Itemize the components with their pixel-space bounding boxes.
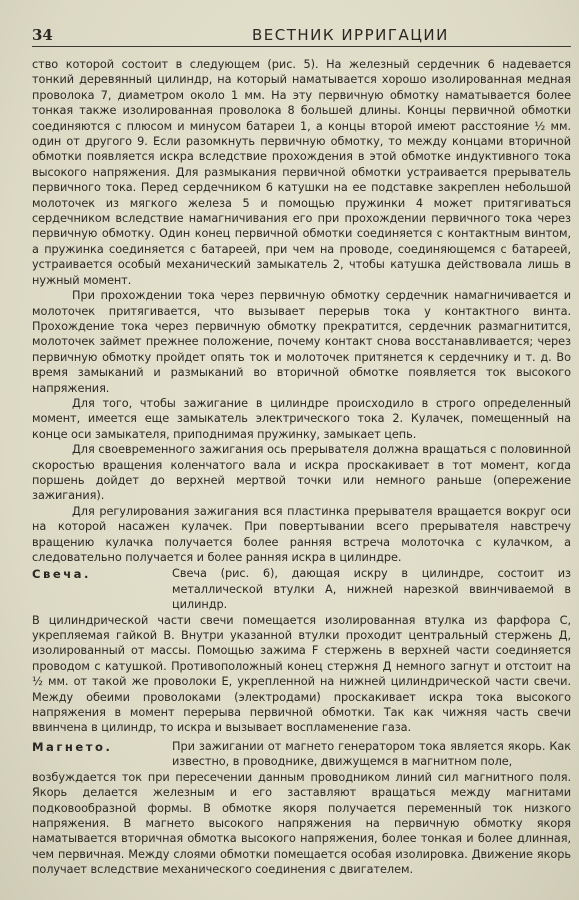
article-body <box>32 57 571 878</box>
journal-title: ВЕСТНИК ИРРИГАЦИИ <box>252 26 449 44</box>
paragraph: Для своевременного зажигания ось прерывателя должна вращаться с половинной скоростью вращения коленчатого вала и искра проскакивает в тот момент, когда поршень дойдет до верхней мертвой точки или немного раньше (опережение зажигания). <box>32 443 571 503</box>
page-header <box>32 26 571 47</box>
page-number: 34 <box>32 26 53 44</box>
section-heading: Свеча. <box>32 567 91 582</box>
section-magneto <box>32 739 571 770</box>
paragraph: Для того, чтобы зажигание в цилиндре происходило в строго определенный момент, имеется еще замыкатель электрического тока 2. Кулачек, помещенный на конце оси замыкателя, приподнимая пружинку, замыкает цепь. <box>32 396 571 441</box>
section-text: возбуждается ток при пересечении данным проводником линий сил магнитного поля. Якорь делается железным и его заставляют вращаться между магнитами подковообразной формы. В обмотке якоря получается переменный ток низкого напряжения. В магнето высокого напряжения на первичную обмотку якоря наматывается вторичная обмотка высокого напряжения, более тонкая и более длинная, чем первичная. Между слоями обмотки помещается особая изолировка. Движение якорь получает вследствие механического соединения с двигателем. <box>32 770 571 877</box>
paragraph: Для регулирования зажигания вся пластинка прерывателя вращается вокруг оси на которой насажен кулачек. При повертывании всего прерывателя навстречу вращению кулачка получается более ранняя встреча молоточка с кулачком, а следовательно получается и более ранняя искра в цилиндре. <box>32 504 571 564</box>
paragraph: При прохождении тока через первичную обмотку сердечник намагничивается и молоточек притягивается, что вызывает перерыв тока у контактного винта. Прохождение тока через первичную обмотку прекратится, сердечник размагнитится, молоточек займет прежнее положение, почему контакт снова восстанавливается; через первичную обмотку пройдет опять ток и молоточек притянется к сердечнику и т. д. Во время замыканий и размыканий во вторичной обмотке появляется ток высокого напряжения. <box>32 289 571 395</box>
section-lead-text: При зажигании от магнето генератором тока является якорь. Как известно, в проводнике, движущемся в магнитном поле, <box>172 739 571 769</box>
section-lead-text: Свеча (рис. 6), дающая искру в цилиндре, состоит из металлической втулки А, нижней нарезкой ввинчиваемой в цилиндр. <box>172 567 571 612</box>
section-spark-plug <box>32 566 571 612</box>
section-heading: Магнето. <box>32 739 113 754</box>
section-text: В цилиндрической части свечи помещается изолированная втулка из фарфора С, укрепляемая гайкой В. Внутри указанной втулки проходит центральный стержень Д, изолированный от массы. Помощью зажима F стержень в верхней части соединяется проводом с катушкой. Противоположный конец стержня Д немного загнут и отстоит на ½ мм. от такой же проволоки Е, укрепленной на нижней цилиндрической части свечи. Между обеими проволоками (электродами) проскакивает искра тока высокого напряжения в момент перерыва первичной обмотки. Так как чижняя часть свечи ввинчена в цилиндр, то искра и вызывает воспламенение газа. <box>32 613 571 735</box>
paragraph: ство которой состоит в следующем (рис. 5). На железный сердечник 6 надевается тонкий деревянный цилиндр, на который наматывается хорошо изолированная медная проволока 7, диаметром около 1 мм. На эту первичную обмотку наматывается более тонкая также изолированная проволока 8 большей длины. Концы первичной обмотки соединяются с плюсом и минусом батареи 1, а концы второй имеют расстояние ½ мм. один от другого 9. Если разомкнуть первичную обмотку, то между концами вторичной обмотки появляется искра вследствие прохождения в этой обмотке индуктивного тока высокого напряжения. Для размыкания первичной обмотки устраивается прерыватель первичного тока. Перед сердечником 6 катушки на ее подставке закреплен небольшой молоточек из мягкого железа 5 и помощью пружинки 4 может притягиваться сердечником вследствие намагничивания его при прохождении первичного тока через первичную обмотку. Один конец первичной обмотки соединяется с контактным винтом, а пружинка соединяется с батареей, при чем на проводе, соединяющемся с батареей, устраивается особый механический замыкатель 2, чтобы катушка действовала лишь в нужный момент. <box>32 58 571 287</box>
